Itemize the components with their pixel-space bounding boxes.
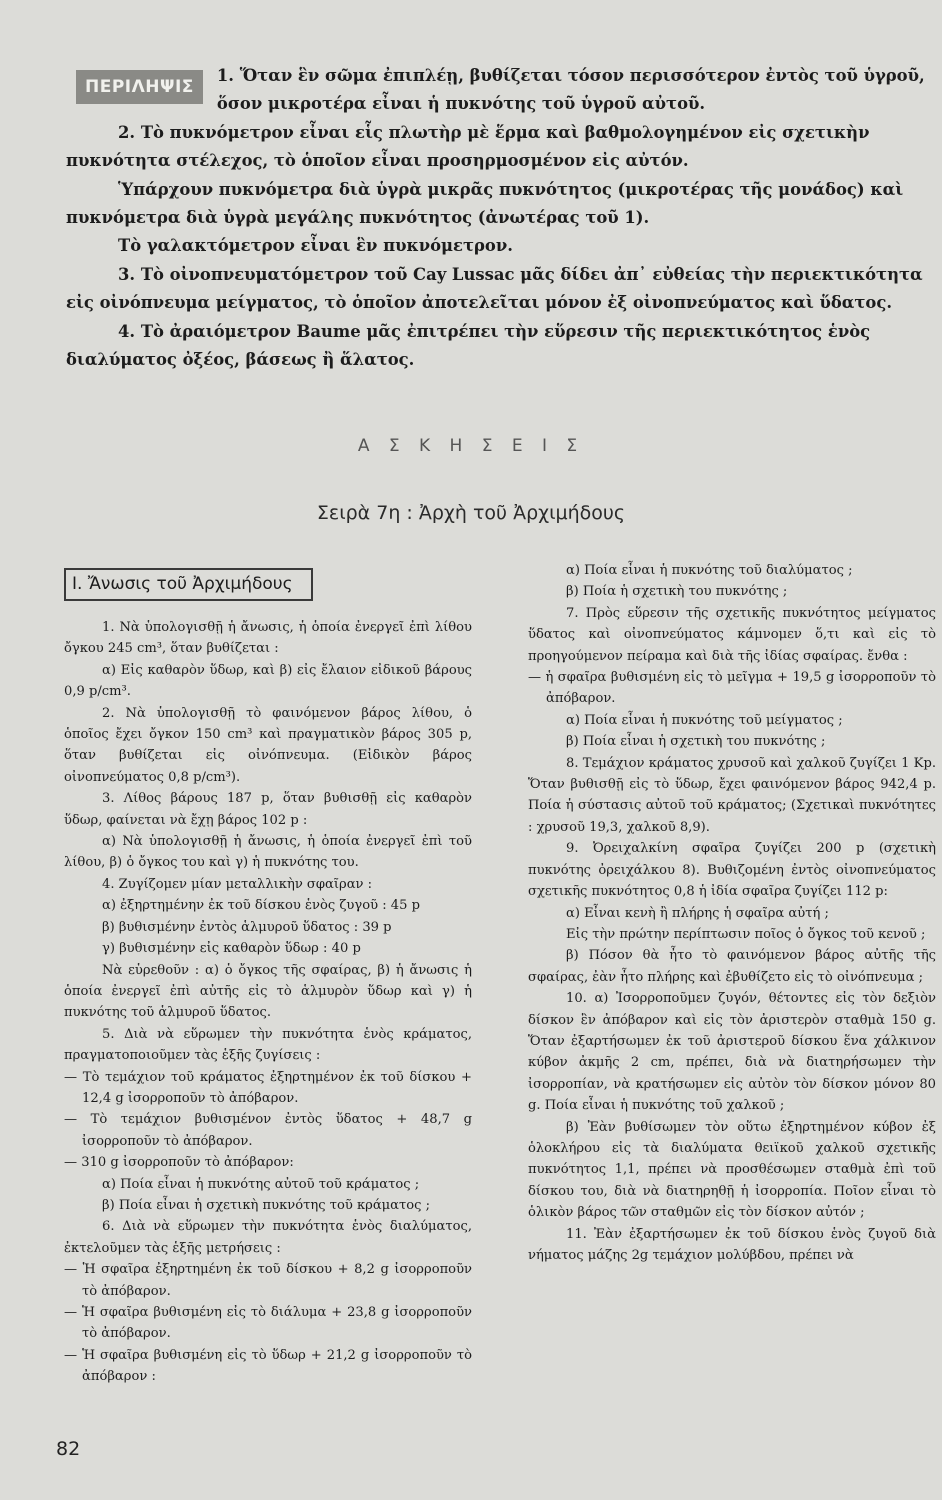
exercise-paragraph: α) Ποία εἶναι ἡ πυκνότης τοῦ μείγματος ; [566, 712, 843, 728]
exercise-paragraph: α) Νὰ ὑπολογισθῇ ἡ ἄνωσις, ἡ ὁποία ἐνεργεῖ ἐπὶ τοῦ λίθου, β) ὁ ὄγκος του καὶ γ) ἡ πυκνότης του. [64, 834, 472, 871]
exercise-paragraph: β) Ποία εἶναι ἡ σχετικὴ του πυκνότης ; [566, 734, 826, 750]
exercise-dash-item: — Τὸ τεμάχιον τοῦ κράματος ἐξηρτημένον ἐκ τοῦ δίσκου + 12,4 g ἰσορροποῦν τὸ ἀπόβαρον. [64, 1069, 472, 1106]
exercise-paragraph: 8. Τεμάχιον κράματος χρυσοῦ καὶ χαλκοῦ ζυγίζει 1 Kp. Ὅταν βυθισθῇ εἰς τὸ ὕδωρ, ἔχει φαινόμενον βάρος 942,4 p. Ποία ἡ σύστασις αὐτοῦ τοῦ κράματος; (Σχετικαὶ πυκνότητες : χρυσοῦ 19,3, χαλκοῦ 8,9). [528, 755, 936, 835]
section-box-title: I. Ἄνωσις τοῦ Ἀρχιμήδους [64, 568, 313, 601]
exercise-dash-item: — ἡ σφαῖρα βυθισμένη εἰς τὸ μεῖγμα + 19,5 g ἰσορροποῦν τὸ ἀπόβαρον. [528, 670, 936, 707]
left-column [64, 560, 472, 1388]
exercise-paragraph: 11. Ἐὰν ἐξαρτήσωμεν ἐκ τοῦ δίσκου ἑνὸς ζυγοῦ διὰ νήματος μάζης 2g τεμάχιον μολύβδου, πρέπει νὰ [528, 1226, 936, 1263]
summary-badge: ΠΕΡΙΛΗΨΙΣ [76, 70, 203, 104]
exercise-paragraph: 7. Πρὸς εὕρεσιν τῆς σχετικῆς πυκνότητος μείγματος ὕδατος καὶ οἰνοπνεύματος κάμνομεν ὅ,τι καὶ εἰς τὸ προηγούμενον πείραμα καὶ διὰ τῆς ἰδίας σφαίρας. ἔνθα : [528, 605, 936, 664]
right-column [528, 560, 936, 1266]
exercise-paragraph: α) Ποία εἶναι ἡ πυκνότης τοῦ διαλύματος ; [566, 563, 853, 578]
exercise-dash-item: — Ἡ σφαῖρα βυθισμένη εἰς τὸ διάλυμα + 23,8 g ἰσορροποῦν τὸ ἀπόβαρον. [64, 1305, 472, 1342]
summary-section [66, 62, 936, 374]
exercise-paragraph: 5. Διὰ νὰ εὕρωμεν τὴν πυκνότητα ἑνὸς κράματος, πραγματοποιοῦμεν τὰς ἑξῆς ζυγίσεις : [64, 1026, 472, 1064]
exercise-paragraph: β) Ποία εἶναι ἡ σχετικὴ πυκνότης τοῦ κράματος ; [102, 1197, 431, 1213]
summary-para-2: 2. Τὸ πυκνόμετρον εἶναι εἷς πλωτὴρ μὲ ἕρμα καὶ βαθμολογημένον εἰς σχετικὴν πυκνότητα στέλεχος, τὸ ὁποῖον εἶναι προσηρμοσμένον εἰς αὐτόν. [66, 122, 870, 171]
exercise-paragraph: α) Ποία εἶναι ἡ πυκνότης αὐτοῦ τοῦ κράματος ; [102, 1176, 420, 1192]
exercise-paragraph: β) βυθισμένην ἐντὸς ἁλμυροῦ ὕδατος : 39 p [102, 919, 392, 935]
exercise-paragraph: β) Πόσον θὰ ἦτο τὸ φαινόμενον βάρος αὐτῆς τῆς σφαίρας, ἐὰν ἦτο πλήρης καὶ ἐβυθίζετο εἰς τὸ οἰνόπνευμα ; [528, 948, 936, 985]
summary-para-1: ΠΕΡΙΛΗΨΙΣ 1. Ὅταν ἓν σῶμα ἐπιπλέῃ, βυθίζεται τόσον περισσότερον ἐντὸς τοῦ ὑγροῦ, ὅσον μικροτέρα εἶναι ἡ πυκνότης τοῦ ὑγροῦ αὐτοῦ. [66, 62, 936, 119]
exercise-paragraph: α) Εἰς καθαρὸν ὕδωρ, καὶ β) εἰς ἔλαιον εἰδικοῦ βάρους 0,9 p/cm³. [64, 662, 472, 700]
exercise-paragraph: α) ἐξηρτημένην ἐκ τοῦ δίσκου ἑνὸς ζυγοῦ : 45 p [102, 898, 420, 914]
exercise-dash-item: — Ἡ σφαῖρα βυθισμένη εἰς τὸ ὕδωρ + 21,2 g ἰσορροποῦν τὸ ἀπόβαρον : [64, 1347, 472, 1385]
exercise-dash-item: — 310 g ἰσορροποῦν τὸ ἀπόβαρον: [64, 1155, 294, 1171]
exercise-paragraph: 1. Νὰ ὑπολογισθῇ ἡ ἄνωσις, ἡ ὁποία ἐνεργεῖ ἐπὶ λίθου ὄγκου 245 cm³, ὅταν βυθίζεται : [64, 620, 472, 657]
exercise-paragraph: 3. Λίθος βάρους 187 p, ὅταν βυθισθῇ εἰς καθαρὸν ὕδωρ, φαίνεται νὰ ἔχῃ βάρος 102 p : [64, 791, 472, 828]
exercise-paragraph: β) Ποία ἡ σχετικὴ του πυκνότης ; [566, 584, 788, 600]
exercise-paragraph: Εἰς τὴν πρώτην περίπτωσιν ποῖος ὁ ὄγκος τοῦ κενοῦ ; [566, 926, 926, 942]
exercise-dash-item: — Τὸ τεμάχιον βυθισμένον ἐντὸς ὕδατος + 48,7 g ἰσορροποῦν τὸ ἀπόβαρον. [64, 1112, 472, 1149]
summary-para-6: 4. Τὸ ἀραιόμετρον Baume μᾶς ἐπιτρέπει τὴν εὕρεσιν τῆς περιεκτικότητος ἑνὸς διαλύματος ὀξέος, βάσεως ἢ ἅλατος. [66, 321, 871, 370]
summary-para-5: 3. Τὸ οἰνοπνευματόμετρον τοῦ Cay Lussac μᾶς δίδει ἀπ᾿ εὐθείας τὴν περιεκτικότητα εἰς οἰνόπνευμα μείγματος, τὸ ὁποῖον ἀποτελεῖται μόνον ἐξ οἰνοπνεύματος καὶ ὕδατος. [66, 264, 923, 313]
exercise-paragraph: 2. Νὰ ὑπολογισθῇ τὸ φαινόμενον βάρος λίθου, ὁ ὁποῖος ἔχει ὄγκον 150 cm³ καὶ πραγματικὸν βάρος 305 p, ὅταν βυθίζεται εἰς οἰνόπνευμα. (Εἰδικὸν βάρος οἰνοπνεύματος 0,8 p/cm³). [64, 705, 472, 785]
exercise-paragraph: γ) βυθισμένην εἰς καθαρὸν ὕδωρ : 40 p [102, 941, 361, 957]
exercise-paragraph: 6. Διὰ νὰ εὕρωμεν τὴν πυκνότητα ἑνὸς διαλύματος, ἐκτελοῦμεν τὰς ἑξῆς μετρήσεις : [64, 1219, 472, 1256]
summary-para-4: Τὸ γαλακτόμετρον εἶναι ἓν πυκνόμετρον. [118, 236, 513, 256]
summary-para-3: Ὑπάρχουν πυκνόμετρα διὰ ὑγρὰ μικρᾶς πυκνότητος (μικροτέρας τῆς μονάδος) καὶ πυκνόμετρα διὰ ὑγρὰ μεγάλης πυκνότητος (ἀνωτέρας τοῦ 1). [66, 179, 904, 228]
exercise-paragraph: 9. Ὀρειχαλκίνη σφαῖρα ζυγίζει 200 p (σχετικὴ πυκνότης ὀρειχάλκου 8). Βυθιζομένη ἐντὸς οἰνοπνεύματος σχετικῆς πυκνότητος 0,8 ἡ ἰδία σφαῖρα ζυγίζει 112 p: [528, 841, 936, 900]
exercise-paragraph: Νὰ εὑρεθοῦν : α) ὁ ὄγκος τῆς σφαίρας, β) ἡ ἄνωσις ἡ ὁποία ἐνεργεῖ ἐπὶ αὐτῆς εἰς τὸ ἁλμυρὸν ὕδωρ καὶ γ) ἡ πυκνότης τοῦ ἁλμυροῦ ὕδατος. [64, 962, 472, 1021]
exercise-paragraph: β) Ἐὰν βυθίσωμεν τὸν οὕτω ἐξηρτημένον κύβον ἐξ ὁλοκλήρου εἰς τὰ διαλύματα θειϊκοῦ χαλκοῦ σχετικῆς πυκνότητος 1,1, πρέπει νὰ προσθέσωμεν σταθμὰ ἐπὶ τοῦ δίσκου του, διὰ νὰ διατηρηθῇ ἡ ἰσορροπία. Ποῖον εἶναι τὸ ὁλικὸν βάρος τῶν σταθμῶν εἰς τὸν δίσκον αὐτόν ; [528, 1119, 936, 1221]
exercise-paragraph: α) Εἶναι κενὴ ἢ πλήρης ἡ σφαῖρα αὐτή ; [566, 905, 829, 921]
exercise-dash-item: — Ἡ σφαῖρα ἐξηρτημένη ἐκ τοῦ δίσκου + 8,2 g ἰσορροποῦν τὸ ἀπόβαρον. [64, 1262, 472, 1299]
exercise-paragraph: 4. Ζυγίζομεν μίαν μεταλλικὴν σφαῖραν : [102, 876, 373, 892]
page-number: 82 [56, 1438, 81, 1460]
exercise-paragraph: 10. α) Ἰσορροποῦμεν ζυγόν, θέτοντες εἰς τὸν δεξιὸν δίσκον ἓν ἀπόβαρον καὶ εἰς τὸν ἀριστερὸν σταθμὰ 150 g. Ὅταν ἐξαρτήσωμεν ἐκ τοῦ ἀριστεροῦ δίσκου ἕνα χάλκινον κύβον ἀκμῆς 2 cm, πρέπει, διὰ νὰ διατηρήσωμεν τὴν ἰσορροπίαν, νὰ κρατήσωμεν εἰς αὐτὸν τὸν δίσκον μόνον 80 g. Ποία εἶναι ἡ πυκνότης τοῦ χαλκοῦ ; [528, 991, 936, 1114]
series-heading: Σειρὰ 7η : Ἀρχὴ τοῦ Ἀρχιμήδους [316, 502, 626, 524]
exercises-heading: Α Σ Κ Η Σ Ε Ι Σ [357, 436, 585, 456]
